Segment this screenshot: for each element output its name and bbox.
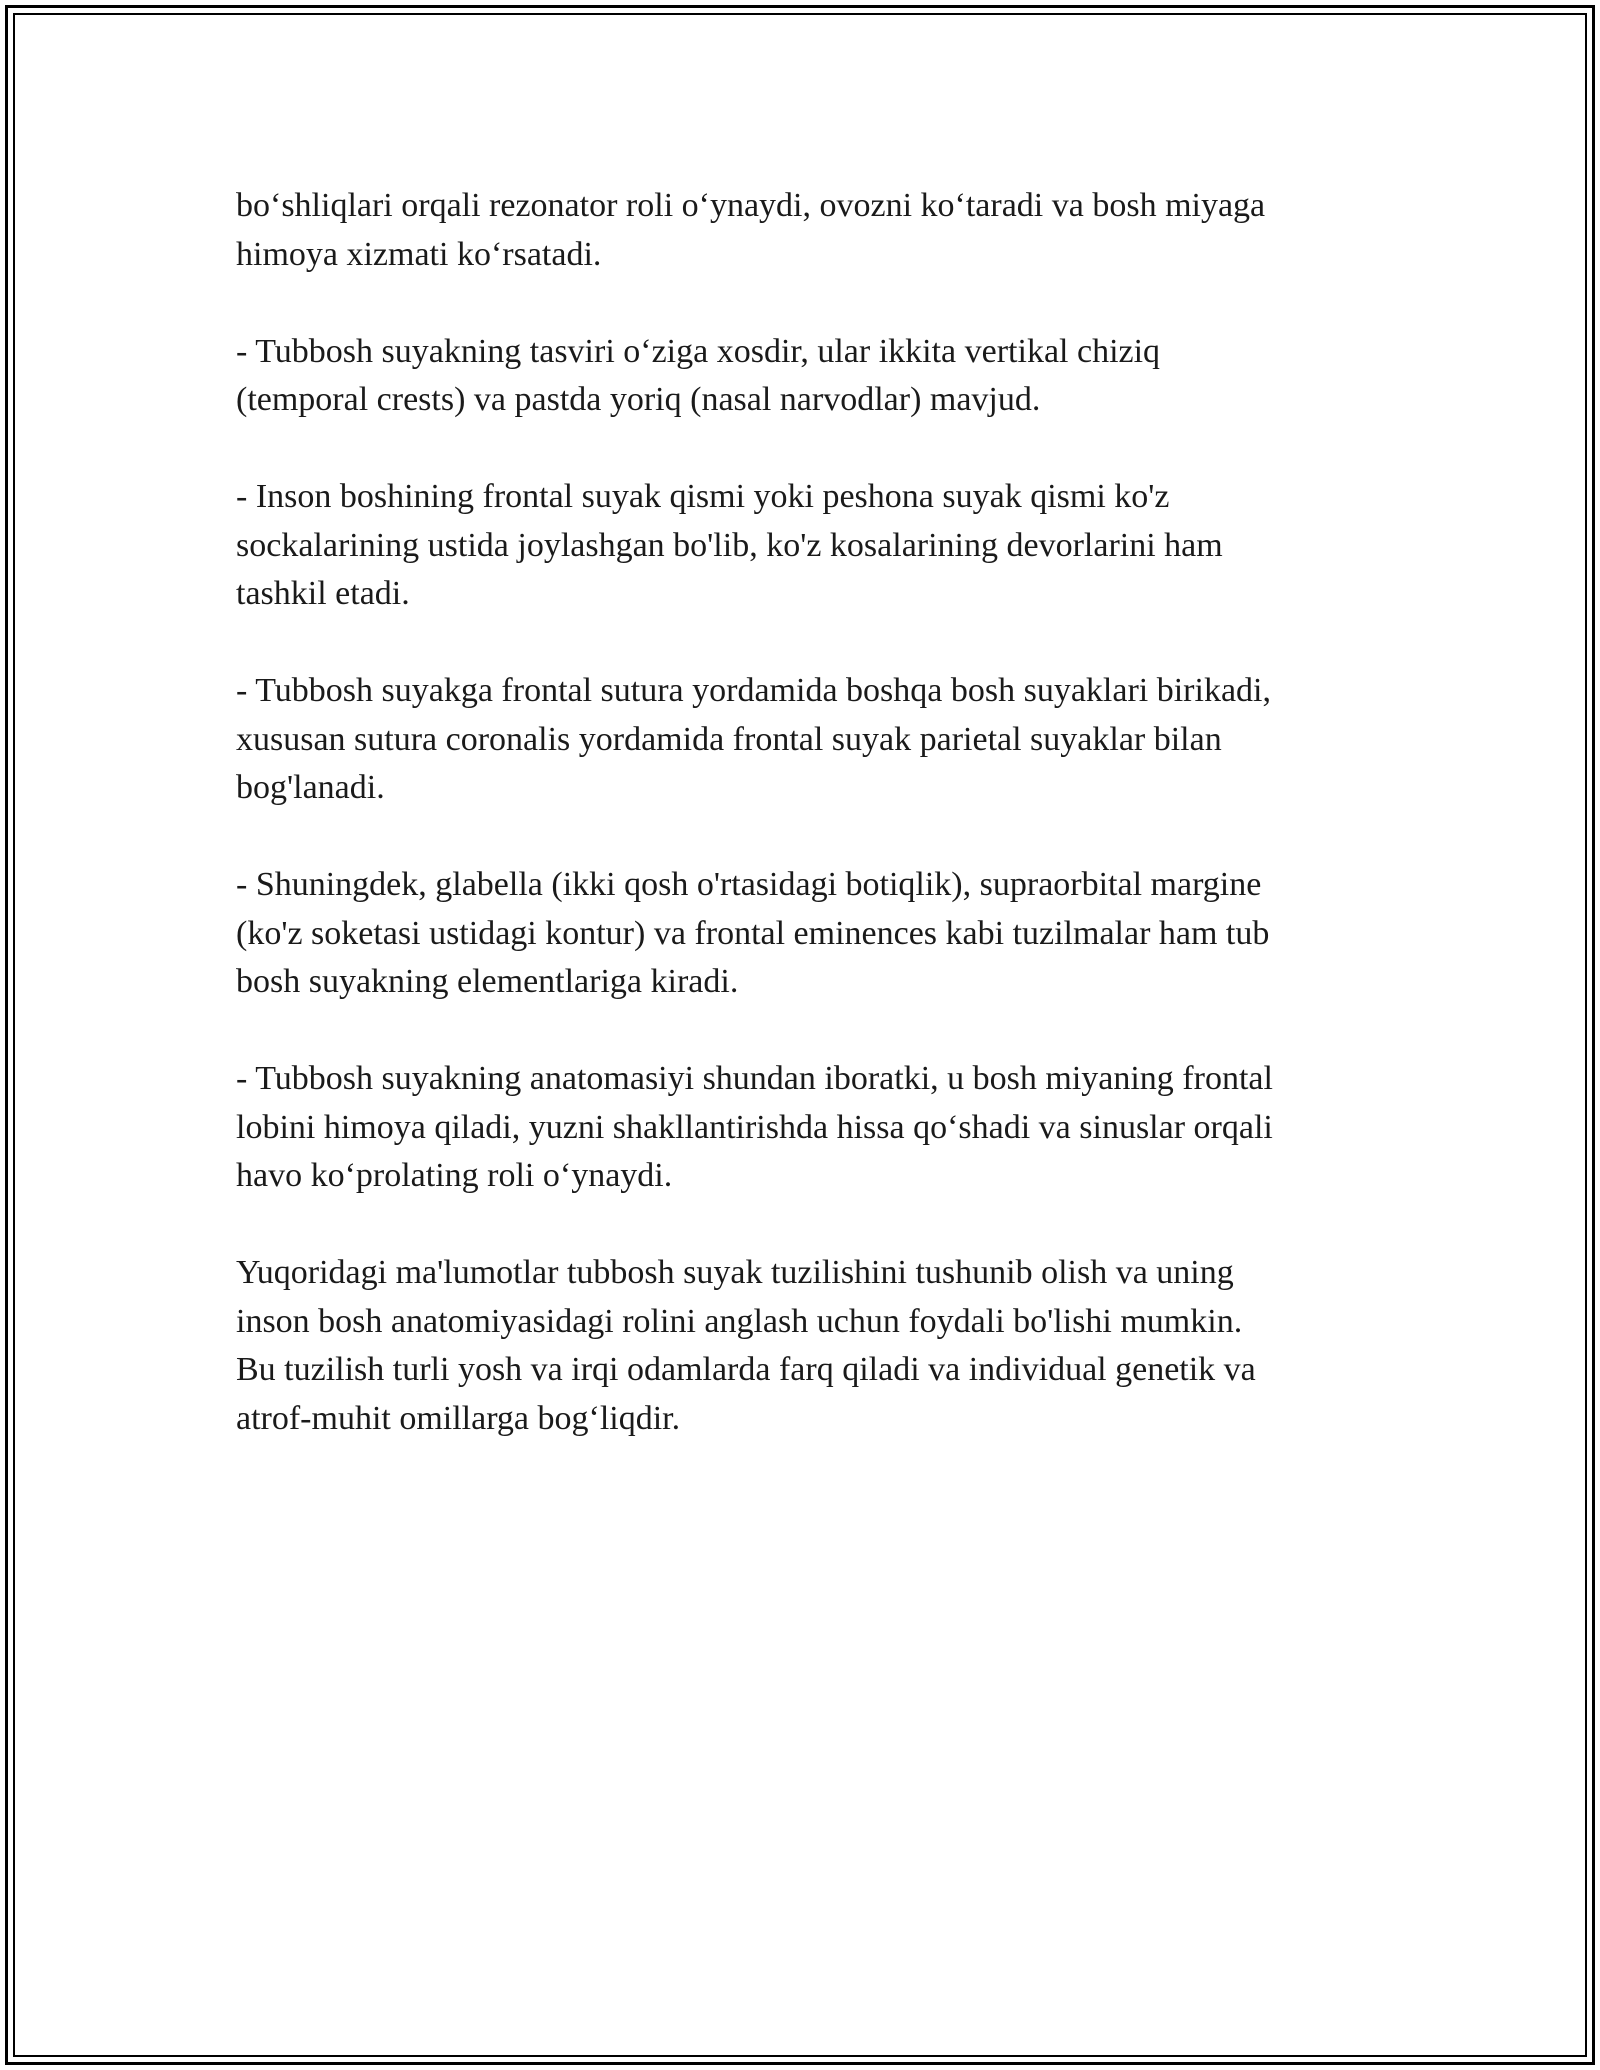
paragraph-anatomy: - Tubbosh suyakning anatomasiyi shundan iboratki, u bosh miyaning frontal lobini himoya qiladi, yuzni shakllantirishda hissa qo‘shadi va sinuslar orqali havo ko‘prolating roli o‘ynaydi.: [236, 1060, 1273, 1194]
paragraph-glabella: - Shuningdek, glabella (ikki qosh o'rtasidagi botiqlik), supraorbital margine (ko'z soketasi ustidagi kontur) va frontal eminences kabi tuzilmalar ham tub bosh suyakning elementlariga kiradi.: [236, 866, 1270, 1000]
paragraph-frontal-part: - Inson boshining frontal suyak qismi yoki peshona suyak qismi ko'z sockalarining ustida joylashgan bo'lib, ko'z kosalarining devorlarini ham tashkil etadi.: [236, 478, 1223, 612]
document-body: [236, 182, 1396, 1492]
paragraph-sinus-role: bo‘shliqlari orqali rezonator roli o‘ynaydi, ovozni ko‘taradi va bosh miyaga himoya xizmati ko‘rsatadi.: [236, 187, 1266, 273]
paragraph-bone-shape: - Tubbosh suyakning tasviri o‘ziga xosdir, ular ikkita vertikal chiziq (temporal crests) va pastda yoriq (nasal narvodlar) mavjud.: [236, 332, 1161, 418]
paragraph-frontal-suture: - Tubbosh suyakga frontal sutura yordamida boshqa bosh suyaklari birikadi, xususan sutura coronalis yordamida frontal suyak parietal suyaklar bilan bog'lanadi.: [236, 672, 1271, 806]
paragraph-conclusion: Yuqoridagi ma'lumotlar tubbosh suyak tuzilishini tushunib olish va uning inson bosh anatomiyasidagi rolini anglash uchun foydali bo'lishi mumkin. Bu tuzilish turli yosh va irqi odamlarda farq qiladi va individual genetik va atrof-muhit omillarga bog‘liqdir.: [236, 1254, 1256, 1437]
